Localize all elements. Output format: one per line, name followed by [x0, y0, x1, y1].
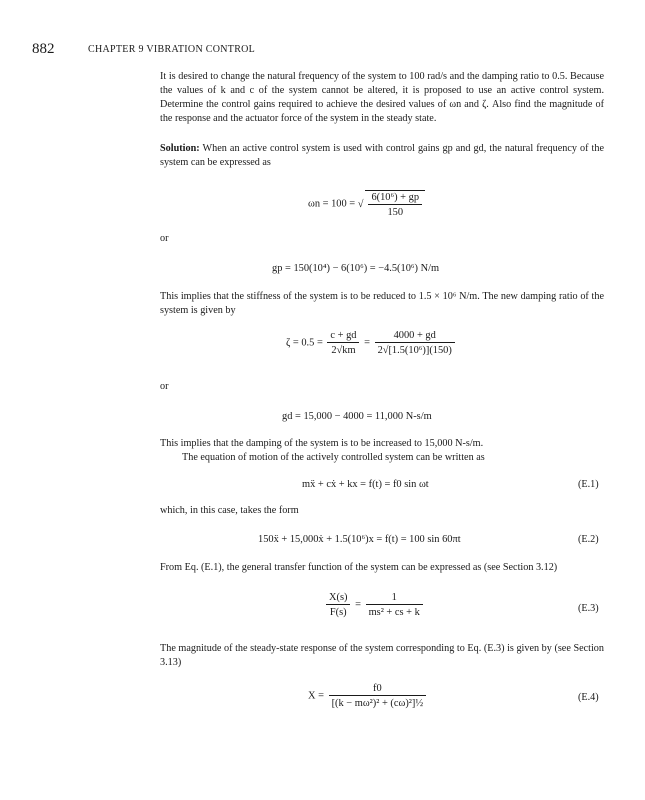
stiffness-text: This implies that the stiffness of the system is to be reduced to 1.5 × 10⁶ N/m. The new damping ratio of the system is given by — [160, 291, 604, 316]
transfer-paragraph — [160, 561, 604, 575]
equation-gd: gd = 15,000 − 4000 = 11,000 N-s/m — [282, 411, 432, 422]
e3-lhs-numerator: X(s) — [326, 592, 350, 605]
damping-text: This implies that the damping of the system is to be increased to 15,000 N-s/m. — [160, 438, 484, 449]
magnitude-text: The magnitude of the steady-state response of the system corresponding to Eq. (E.3) is given by (see Section 3.13) — [160, 643, 604, 668]
zeta-equals: = — [364, 337, 370, 349]
sqrt-symbol: √ — [357, 198, 364, 210]
or-word-2: or — [160, 381, 169, 392]
e4-denominator: [(k − mω²)² + (cω)²]½ — [331, 698, 424, 709]
zeta-denominator-2: 2√[1.5(10⁶)](150) — [377, 345, 452, 356]
eom-text: The equation of motion of the actively controlled system can be written as — [182, 452, 485, 463]
zeta-numerator-1: c + gd — [327, 330, 359, 343]
e4-lhs: X = — [308, 690, 324, 702]
wn-denominator: 150 — [387, 207, 404, 218]
solution-paragraph — [160, 142, 604, 170]
stiffness-paragraph — [160, 290, 604, 318]
equation-e1: mẍ + cẋ + kx = f(t) = f0 sin ωt — [302, 479, 429, 490]
equation-natural-frequency — [308, 190, 427, 218]
magnitude-paragraph — [160, 642, 604, 670]
equation-number-e3: (E.3) — [578, 603, 599, 614]
which-text: which, in this case, takes the form — [160, 505, 299, 516]
equation-e4 — [308, 683, 428, 709]
transfer-text: From Eq. (E.1), the general transfer function of the system can be expressed as (see Section 3.12) — [160, 562, 558, 573]
wn-numerator: 6(10⁶) + gp — [368, 192, 422, 205]
e3-lhs-denominator: F(s) — [329, 607, 347, 618]
zeta-numerator-2: 4000 + gd — [375, 330, 455, 343]
e3-numerator: 1 — [366, 592, 423, 605]
equation-e3 — [324, 592, 425, 618]
equation-damping-ratio — [286, 330, 457, 356]
equation-number-e2: (E.2) — [578, 534, 599, 545]
equation-gp: gp = 150(10⁴) − 6(10⁶) = −4.5(10⁶) N/m — [272, 263, 440, 274]
e3-equals: = — [355, 599, 361, 611]
equation-number-e4: (E.4) — [578, 692, 599, 703]
e4-numerator: f0 — [329, 683, 427, 696]
zeta-denominator-1: 2√km — [331, 345, 356, 356]
or-word-1: or — [160, 233, 169, 244]
zeta-lhs: ζ = 0.5 = — [286, 337, 323, 349]
intro-paragraph — [160, 70, 604, 126]
page-number: 882 — [32, 41, 55, 57]
wn-lhs: ωn = 100 = — [308, 198, 356, 210]
damping-paragraph — [160, 437, 604, 465]
solution-label: Solution: — [160, 143, 200, 154]
equation-e2: 150ẍ + 15,000ẋ + 1.5(10⁶)x = f(t) = 100 sin 60πt — [258, 534, 461, 545]
e3-denominator: ms² + cs + k — [368, 607, 420, 618]
solution-text: When an active control system is used with control gains gp and gd, the natural frequency of the system can be expressed as — [160, 143, 604, 168]
intro-text: It is desired to change the natural frequency of the system to 100 rad/s and the damping ratio to 0.5. Because the values of k and c of the system cannot be altered, it is proposed to use an active control system. Determine the control gains required to achieve the desired values of ωn and ζ. Also find the magnitude of the response and the actuator force of the system in the steady state. — [160, 71, 604, 124]
equation-number-e1: (E.1) — [578, 479, 599, 490]
chapter-title: CHAPTER 9 VIBRATION CONTROL — [88, 44, 256, 55]
